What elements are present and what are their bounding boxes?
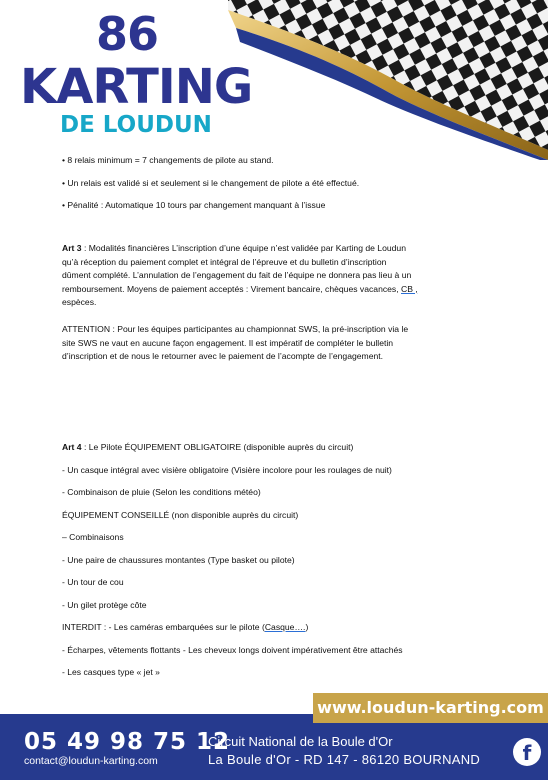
website-banner[interactable] (313, 693, 548, 723)
article-4-label: Art 4 (62, 442, 82, 452)
attention-line: site SWS ne vaut en aucune façon engagement. Il est impératif de compléter le bulletin (62, 337, 394, 348)
forbidden-suffix: ) (305, 622, 309, 632)
facebook-glyph: f (522, 741, 532, 765)
article-3-text: espèces. (62, 297, 97, 307)
article-4 (62, 441, 502, 680)
email-address[interactable]: contact@loudun-karting.com (24, 755, 158, 767)
equipment-item: - Combinaison de pluie (Selon les conditions météo) (62, 487, 261, 497)
website-link[interactable]: www.loudun-karting.com (317, 698, 544, 717)
equipment-item: - Un tour de cou (62, 577, 124, 587)
article-3-text: : Modalités financières L’inscription d’une équipe n’est validée par Karting de Loudun (81, 243, 406, 253)
address-line-1: Circuit National de la Boule d'Or (208, 734, 393, 749)
equipment-item: – Combinaisons (62, 532, 124, 542)
bullet-item: • Un relais est validé si et seulement si le changement de pilote a été effectué. (62, 177, 360, 188)
attention-line: ATTENTION : Pour les équipes participantes au championnat SWS, la pré-inscription via le (62, 324, 409, 334)
logo-subtitle: DE LOUDUN (60, 112, 212, 138)
article-3-text: dûment complété. L’annulation de l’engagement du fait de l’équipe ne donnera pas lieu à un (62, 270, 412, 280)
article-4-title: : Le Pilote ÉQUIPEMENT OBLIGATOIRE (disponible auprès du circuit) (81, 442, 354, 452)
attention-line: d’inscription et de nous le retourner avec le paiement de l’acompte de l’engagement. (62, 351, 384, 361)
cb-link[interactable]: CB , (401, 283, 418, 294)
article-3-label: Art 3 (62, 243, 82, 253)
attention-notice (62, 323, 502, 364)
bullet-item: • Pénalité : Automatique 10 tours par changement manquant à l’issue (62, 200, 326, 210)
logo-title: KARTING (20, 59, 253, 115)
karting-logo (16, 8, 256, 138)
article-3-text: qu’à réception du paiement complet et intégral de l’épreuve et du bulletin d’inscription (62, 256, 387, 267)
bullet-item: • 8 relais minimum = 7 changements de pilote au stand. (62, 155, 274, 165)
facebook-icon[interactable] (513, 738, 541, 766)
forbidden-text: INTERDIT : - Les caméras embarquées sur le pilote ( (62, 622, 265, 632)
forbidden-item: - Écharpes, vêtements flottants - Les cheveux longs doivent impérativement être attachés (62, 644, 403, 655)
equipment-item: - Un casque intégral avec visière obligatoire (Visière incolore pour les roulages de nuit) (62, 464, 392, 475)
equipment-item: ÉQUIPEMENT CONSEILLÉ (non disponible auprès du circuit) (62, 509, 299, 520)
logo-number: 86 (96, 7, 159, 61)
address-line-2: La Boule d'Or - RD 147 - 86120 BOURNAND (208, 752, 481, 767)
article-3-text: remboursement. Moyens de paiement acceptés : Virement bancaire, chèques vacances, (62, 283, 401, 294)
forbidden-link[interactable]: Casque…. (264, 622, 306, 632)
article-3 (62, 242, 502, 310)
equipment-item: - Une paire de chaussures montantes (Type basket ou pilote) (62, 554, 295, 565)
equipment-item: - Un gilet protège côte (62, 599, 147, 610)
phone-number: 05 49 98 75 12 (24, 729, 231, 755)
forbidden-item: - Les casques type « jet » (62, 667, 160, 677)
relay-rules (62, 154, 502, 213)
